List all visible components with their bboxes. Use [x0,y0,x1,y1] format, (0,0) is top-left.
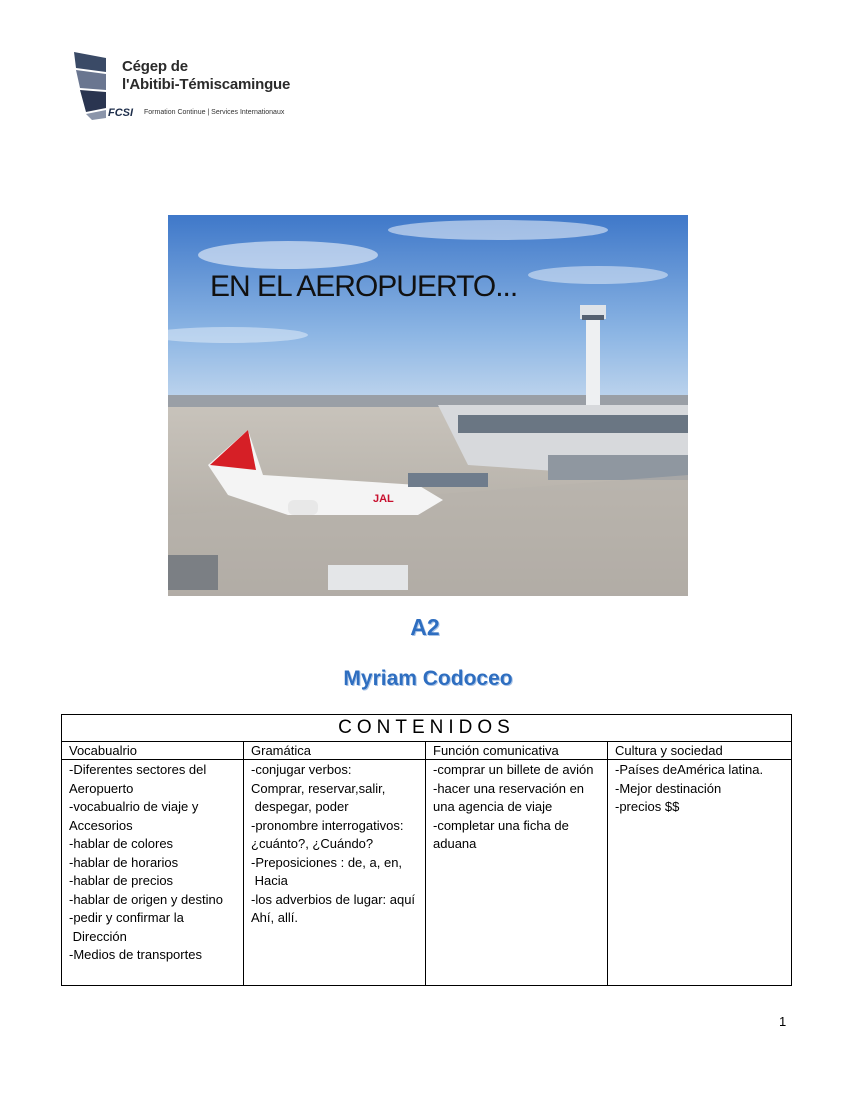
column-header-grammar: Gramática [244,742,426,760]
column-header-communicative-function: Función comunicativa [426,742,608,760]
contents-table-title: CONTENIDOS [62,715,792,742]
list-item: -hablar de precios [69,873,174,888]
list-item: Ahí, allí. [251,910,298,925]
list-item: -vocabualrio de viaje y [69,799,199,814]
page-number: 1 [779,1014,787,1029]
logo-name-line2: l'Abitibi-Témiscamingue [122,76,291,93]
vocabulary-cell [62,760,244,986]
list-item: Dirección [69,928,127,944]
list-item: -Preposiciones : de, a, en, [251,854,403,870]
list-item: -conjugar verbos: [251,762,352,777]
list-item: ¿cuánto?, ¿Cuándo? [251,836,374,851]
list-item: -hablar de origen y destino [69,891,223,907]
list-item: -Mejor destinación [615,780,722,796]
list-item: -precios $$ [615,799,680,814]
list-item: -comprar un billete de avión [433,762,594,777]
logo-subtitle: Formation Continue | Services Internationaux [144,109,285,116]
author-name: Myriam Codoceo [343,667,513,690]
contents-table [61,714,792,986]
list-item: -pronombre interrogativos: [251,817,404,833]
culture-cell [608,760,792,986]
list-item: -Medios de transportes [69,947,202,962]
list-item: Aeropuerto [69,780,134,796]
list-item: -hacer una reservación en [433,780,585,796]
list-item: una agencia de viaje [433,799,553,814]
list-item: aduana [433,836,477,851]
column-header-vocabulary: Vocabualrio [62,742,244,760]
level-label: A2 [410,614,440,640]
list-item: -hablar de colores [69,836,174,851]
logo-acronym: FCSI [108,107,134,119]
grammar-cell [244,760,426,986]
logo-name-line1: Cégep de [122,58,188,75]
list-item: -los adverbios de lugar: aquí [251,891,416,907]
photo-title: EN EL AEROPUERTO... [210,270,518,303]
list-item: -Diferentes sectores del [69,762,207,777]
list-item: Accesorios [69,817,133,833]
list-item: Comprar, reservar,salir, [251,780,386,796]
list-item: despegar, poder [251,799,349,814]
communicative-function-cell [426,760,608,986]
list-item: Hacia [251,873,288,888]
list-item: -hablar de horarios [69,854,179,870]
column-header-culture: Cultura y sociedad [608,742,792,760]
cegep-logo-mark-icon [72,50,108,120]
airport-photo [168,215,688,596]
list-item: -Países deAmérica latina. [615,762,764,777]
plane-livery-text: JAL [373,493,394,505]
list-item: -completar una ficha de [433,817,569,833]
list-item: -pedir y confirmar la [69,910,184,925]
cegep-logo [72,50,312,122]
